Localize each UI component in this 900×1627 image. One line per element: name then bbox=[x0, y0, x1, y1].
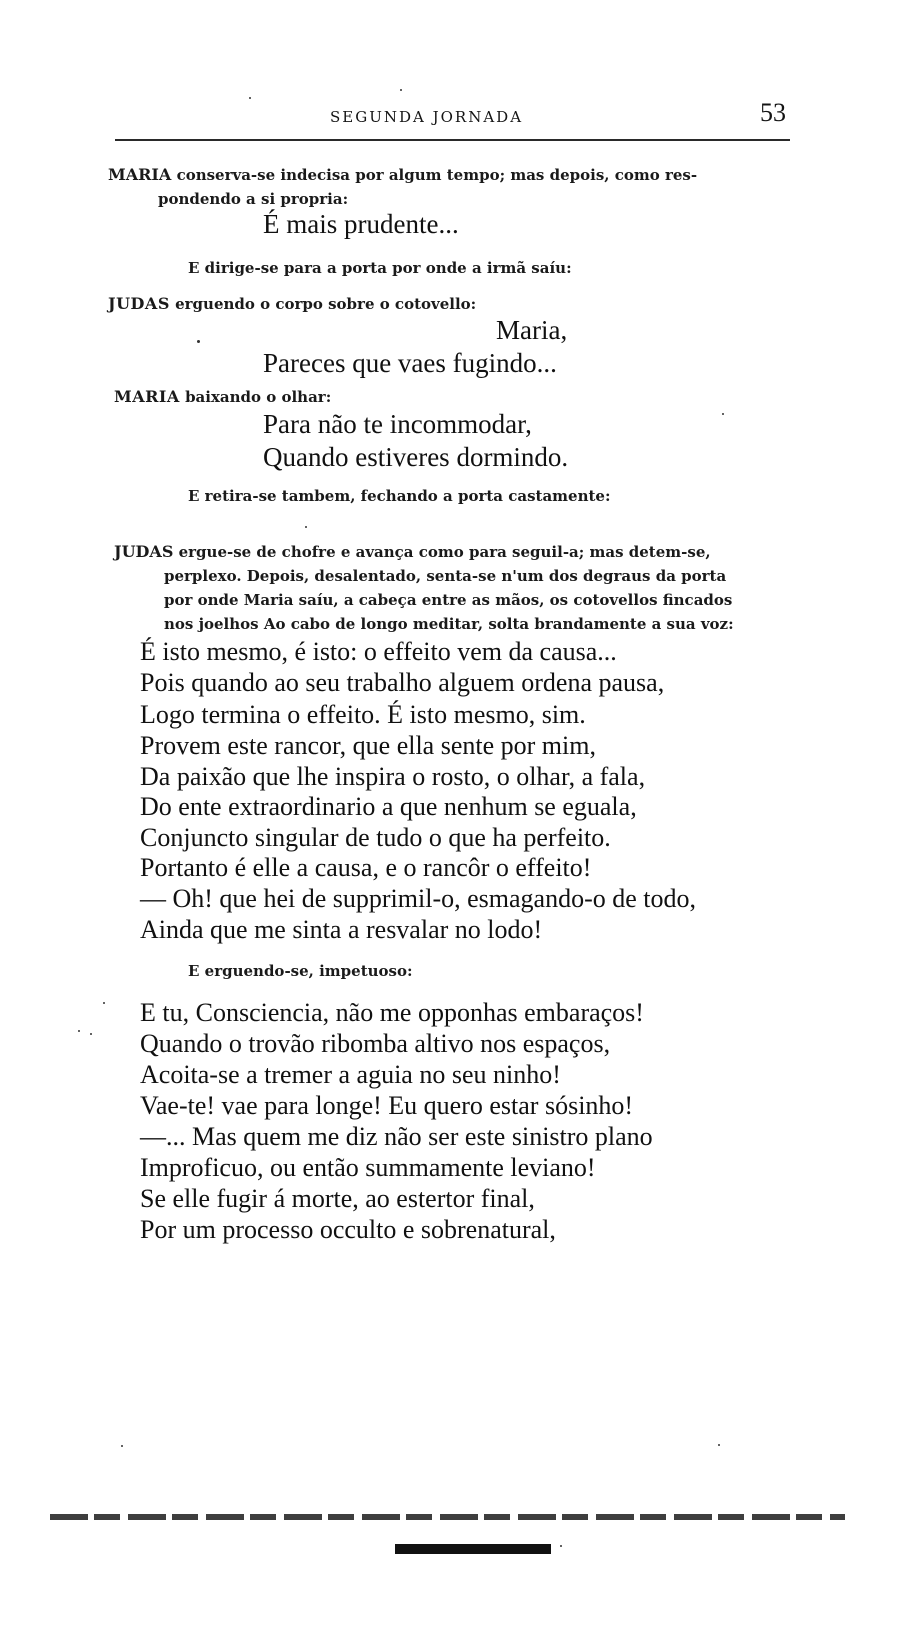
verse-line: Para não te incommodar, bbox=[263, 409, 532, 439]
verse-line: Do ente extraordinario a que nenhum se eguala, bbox=[140, 792, 637, 821]
scan-speck bbox=[560, 1545, 562, 1547]
direction-text: baixando o olhar: bbox=[185, 388, 332, 406]
verse-line: Quando estiveres dormindo. bbox=[263, 442, 569, 472]
verse-line: É isto mesmo, é isto: o effeito vem da causa... bbox=[140, 637, 617, 666]
running-title: SEGUNDA JORNADA bbox=[330, 108, 524, 126]
verse-line: Ainda que me sinta a resvalar no lodo! bbox=[140, 915, 543, 944]
direction-text: ergue-se de chofre e avança como para seguil-a; mas detem-se, bbox=[178, 543, 711, 561]
scan-speck bbox=[400, 89, 402, 91]
scan-bottom-bar bbox=[395, 1544, 551, 1554]
scan-speck bbox=[78, 1030, 80, 1032]
speaker-name: MARIA bbox=[114, 387, 180, 406]
verse-line: Pois quando ao seu trabalho alguem ordena pausa, bbox=[140, 668, 665, 697]
scan-speck bbox=[197, 340, 200, 343]
direction-text: erguendo o corpo sobre o cotovello: bbox=[175, 295, 477, 313]
direction-text: perplexo. Depois, desalentado, senta-se n'um dos degraus da porta bbox=[164, 567, 727, 585]
scan-speck bbox=[103, 1002, 105, 1004]
header-rule bbox=[115, 139, 790, 141]
stage-direction-maria-withdraws: E retira-se tambem, fechando a porta castamente: bbox=[188, 487, 611, 505]
scan-edge-noise bbox=[50, 1514, 845, 1520]
scan-speck bbox=[121, 1445, 123, 1447]
page-number: 53 bbox=[760, 98, 786, 127]
verse-line: Da paixão que lhe inspira o rosto, o olhar, a fala, bbox=[140, 762, 646, 791]
direction-text: nos joelhos Ao cabo de longo meditar, solta brandamente a sua voz: bbox=[164, 615, 734, 633]
scan-speck bbox=[722, 413, 724, 415]
stage-direction-maria-hesitates bbox=[108, 163, 697, 211]
verse-line: Se elle fugir á morte, ao estertor final, bbox=[140, 1184, 535, 1213]
stage-direction-maria-exits: E dirige-se para a porta por onde a irmã saíu: bbox=[188, 259, 572, 277]
verse-line: Quando o trovão ribomba altivo nos espaços, bbox=[140, 1029, 611, 1058]
speaker-name: MARIA bbox=[108, 165, 172, 184]
speaker-name: JUDAS bbox=[114, 542, 174, 561]
direction-text: conserva-se indecisa por algum tempo; mas depois, como res- bbox=[176, 166, 698, 184]
direction-text: por onde Maria saíu, a cabeça entre as mãos, os cotovellos fincados bbox=[164, 591, 733, 609]
verse-line: Portanto é elle a causa, e o rancôr o effeito! bbox=[140, 853, 592, 882]
direction-text: pondendo a si propria: bbox=[158, 190, 349, 208]
scan-speck bbox=[249, 97, 251, 99]
scan-speck bbox=[718, 1444, 720, 1446]
verse-line: Vae-te! vae para longe! Eu quero estar sósinho! bbox=[140, 1091, 634, 1120]
verse-line: Acoita-se a tremer a aguia no seu ninho! bbox=[140, 1060, 561, 1089]
verse-line: Logo termina o effeito. É isto mesmo, sim. bbox=[140, 700, 586, 729]
verse-line: É mais prudente... bbox=[263, 209, 459, 239]
verse-line: — Oh! que hei de supprimil-o, esmagando-o de todo, bbox=[140, 884, 696, 913]
stage-direction-maria-looks-down bbox=[114, 387, 331, 406]
verse-line: Maria, bbox=[496, 315, 568, 345]
verse-line: Conjuncto singular de tudo o que ha perfeito. bbox=[140, 823, 611, 852]
verse-line: E tu, Consciencia, não me opponhas embaraços! bbox=[140, 998, 644, 1027]
stage-direction-judas-rises bbox=[108, 294, 476, 313]
verse-line: Provem este rancor, que ella sente por mim, bbox=[140, 731, 596, 760]
speaker-name: JUDAS bbox=[108, 294, 170, 313]
scan-speck bbox=[90, 1033, 92, 1035]
verse-line: —... Mas quem me diz não ser este sinistro plano bbox=[140, 1122, 653, 1151]
stage-direction-judas-stands: E erguendo-se, impetuoso: bbox=[188, 962, 413, 980]
verse-line: Improficuo, ou então summamente leviano! bbox=[140, 1153, 596, 1182]
scan-speck bbox=[305, 526, 307, 528]
verse-line: Pareces que vaes fugindo... bbox=[263, 348, 557, 378]
stage-direction-judas-intro bbox=[114, 540, 734, 636]
verse-line: Por um processo occulto e sobrenatural, bbox=[140, 1215, 556, 1244]
